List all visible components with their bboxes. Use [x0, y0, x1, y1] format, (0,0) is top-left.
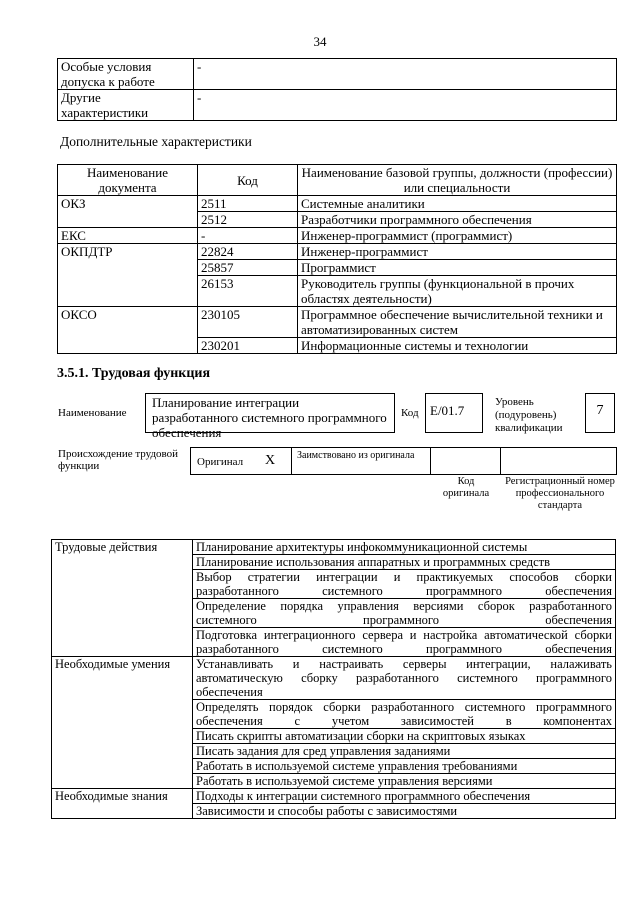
name-label: Наименование [58, 407, 127, 419]
table-cell: 25857 [198, 260, 298, 276]
table-cell: Руководитель группы (функциональной в прочих областях деятельности) [298, 276, 617, 307]
page-number: 34 [313, 34, 327, 49]
table-cell: Программист [298, 260, 617, 276]
table-cell: 22824 [198, 244, 298, 260]
function-name-value: Планирование интеграции разработанного системного программного обеспечения [152, 395, 387, 440]
table-cell: Информационные системы и технологии [298, 338, 617, 354]
table-header-row [58, 165, 617, 196]
item-cell: Зависимости и способы работы с зависимостями [193, 804, 616, 819]
item-cell: Писать скрипты автоматизации сборки на скриптовых языках [193, 729, 616, 744]
item-cell: Планирование использования аппаратных и программных средств [193, 555, 616, 570]
additional-heading: Дополнительные характеристики [60, 134, 252, 149]
level-label: Уровень (подуровень) квалификации [495, 396, 563, 434]
table-cell: 2512 [198, 212, 298, 228]
item-cell: Планирование архитектуры инфокоммуникационной системы [193, 540, 616, 555]
table-cell: - [194, 90, 617, 121]
column-header: Код [198, 165, 298, 196]
table-cell: ОКЗ [58, 196, 198, 228]
item-cell: Устанавливать и настраивать серверы интеграции, налаживать автоматическую сборку разработанного системного программного обеспечения [193, 657, 616, 700]
item-cell: Определение порядка управления версиями сборок разработанного системного программного обеспечения [193, 599, 616, 628]
table-row [58, 196, 617, 212]
table-cell: 2511 [198, 196, 298, 212]
table-cell: Системные аналитики [298, 196, 617, 212]
item-cell: Выбор стратегии интеграции и практикуемых способов сборки разработанного системного программного обеспечения [193, 570, 616, 599]
table-cell: 26153 [198, 276, 298, 307]
item-cell: Работать в используемой системе управления требованиями [193, 759, 616, 774]
origin-reg-caption: Регистрационный номер профессионального стандарта [505, 476, 615, 511]
borrowed-label: Заимствовано из оригинала [297, 450, 415, 461]
table-row [58, 59, 617, 90]
table-row [58, 228, 617, 244]
item-cell: Подходы к интеграции системного программного обеспечения [193, 789, 616, 804]
origin-original-cell [190, 447, 292, 475]
table-row [58, 307, 617, 338]
table-row [52, 657, 616, 700]
table-row [58, 90, 617, 121]
table-row [52, 789, 616, 804]
table-cell: ЕКС [58, 228, 198, 244]
category-cell: Необходимые знания [52, 789, 193, 819]
table-cell: Особые условия допуска к работе [58, 59, 194, 90]
origin-reg-cell [500, 447, 617, 475]
table-row [58, 244, 617, 260]
table-cell: - [198, 228, 298, 244]
code-label: Код [401, 407, 419, 419]
details-table [51, 539, 616, 819]
classifier-table [57, 164, 617, 354]
original-label: Оригинал [197, 456, 244, 468]
item-cell: Подготовка интеграционного сервера и настройка автоматической сборки разработанного системного программного обеспечения [193, 628, 616, 657]
column-header: Наименование документа [58, 165, 198, 196]
table-cell: Другие характеристики [58, 90, 194, 121]
table-cell: - [194, 59, 617, 90]
level-box [585, 393, 615, 433]
level-value: 7 [596, 403, 604, 418]
item-cell: Работать в используемой системе управления версиями [193, 774, 616, 789]
table-cell: Инженер-программист [298, 244, 617, 260]
table-cell: Инженер-программист (программист) [298, 228, 617, 244]
table-cell: Программное обеспечение вычислительной техники и автоматизированных систем [298, 307, 617, 338]
function-name-box [145, 393, 395, 440]
table-cell: 230201 [198, 338, 298, 354]
origin-borrowed-cell [291, 447, 431, 475]
table-cell: ОКПДТР [58, 244, 198, 307]
category-cell: Необходимые умения [52, 657, 193, 789]
conditions-table [57, 58, 617, 121]
origin-code-caption: Код оригинала [442, 476, 490, 499]
table-row [52, 540, 616, 555]
function-code-box [425, 393, 483, 433]
column-header: Наименование базовой группы, должности (профессии) или специальности [298, 165, 617, 196]
item-cell: Писать задания для сред управления заданиями [193, 744, 616, 759]
origin-label: Происхождение трудовой функции [58, 448, 179, 472]
function-code-value: E/01.7 [430, 403, 465, 418]
table-cell: ОКСО [58, 307, 198, 354]
original-mark: X [265, 453, 276, 468]
item-cell: Определять порядок сборки разработанного системного программного обеспечения с учетом зависимостей в компонентах [193, 700, 616, 729]
category-cell: Трудовые действия [52, 540, 193, 657]
table-cell: 230105 [198, 307, 298, 338]
origin-code-cell [430, 447, 501, 475]
table-cell: Разработчики программного обеспечения [298, 212, 617, 228]
section-title: 3.5.1. Трудовая функция [57, 366, 211, 381]
